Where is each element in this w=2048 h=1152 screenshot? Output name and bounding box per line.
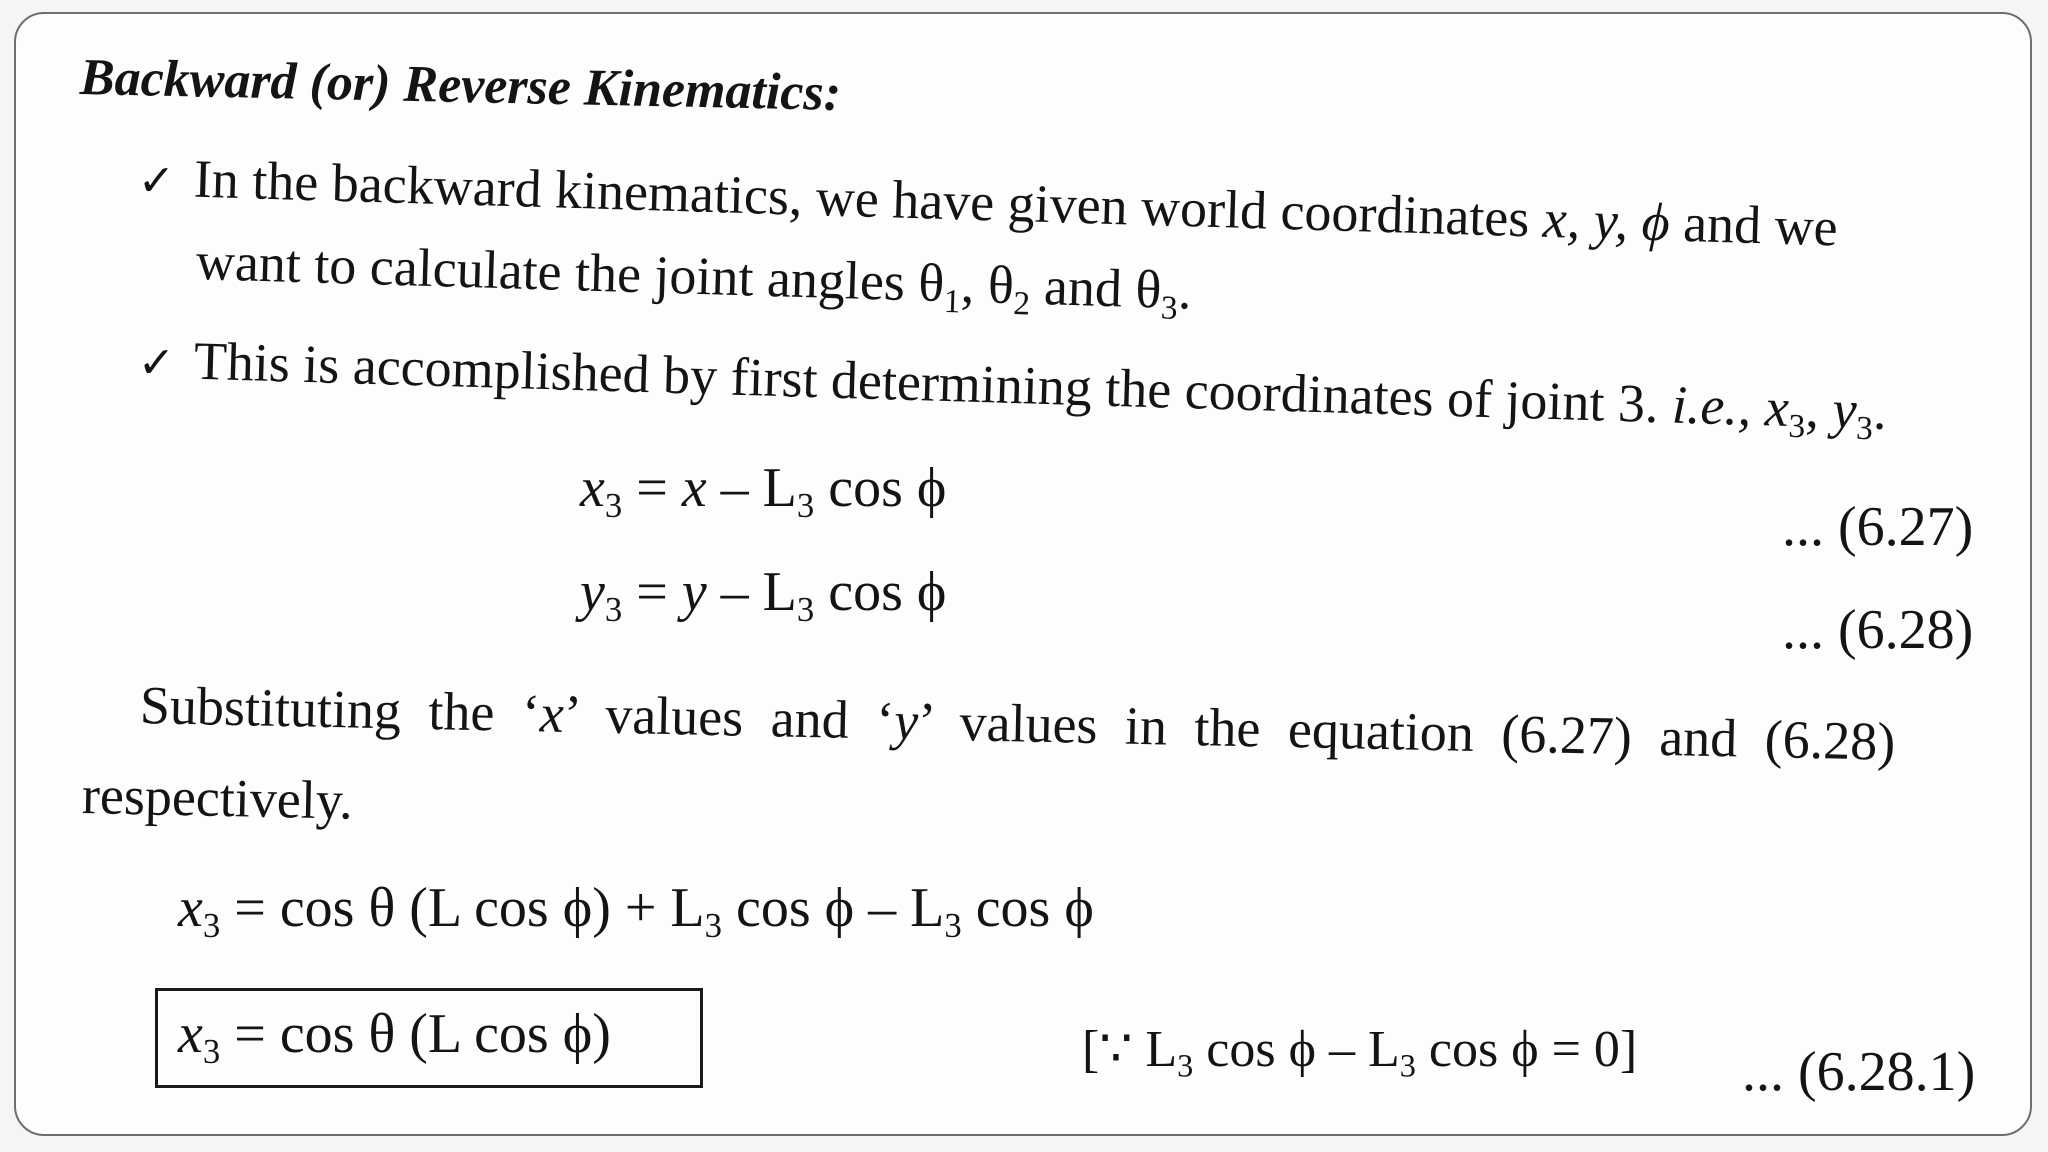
checkmark-icon: ✓ xyxy=(137,337,176,390)
paragraph-line-1: Substituting the ‘x’ values and ‘y’ values in the equation (6.27) and (6.28) xyxy=(139,675,1896,772)
bullet-1-line-1: ✓ In the backward kinematics, we have given world coordinates x, y, ϕ and we xyxy=(137,148,1839,258)
bullet-1-line-2: want to calculate the joint angles $\theta_1$, $\theta_2$ and $\theta_3$. xyxy=(195,231,1193,327)
bullet-2-line-1: ✓ This is accomplished by first determining the coordinates of joint 3. i.e., $x_3$, $y_3$. xyxy=(137,330,1888,448)
section-heading: Backward (or) Reverse Kinematics: xyxy=(79,49,842,122)
paragraph-line-2: respectively. xyxy=(81,765,354,831)
equation-number-6-27: ... (6.27) xyxy=(1782,496,1974,558)
result-equation: $x_3 = \cos \theta$ (L cos ϕ) xyxy=(178,1003,611,1072)
checkmark-icon: ✓ xyxy=(137,155,176,208)
equation-6-27: $x_3 = x - L_3$ cos ϕ xyxy=(580,457,947,526)
result-reason: [∵ $L_3$ cos ϕ – $L_3$ cos ϕ = 0] xyxy=(1082,1021,1638,1084)
substitution-equation: $x_3 = \cos \theta$ (L $\cos \phi) + L_3$ cos ϕ – $L_3$ cos ϕ xyxy=(178,877,1094,946)
equation-6-28: $y_3 = y - L_3$ cos ϕ xyxy=(580,561,947,630)
equation-number-6-28-1: ... (6.28.1) xyxy=(1742,1041,1976,1103)
equation-number-6-28: ... (6.28) xyxy=(1782,599,1974,661)
